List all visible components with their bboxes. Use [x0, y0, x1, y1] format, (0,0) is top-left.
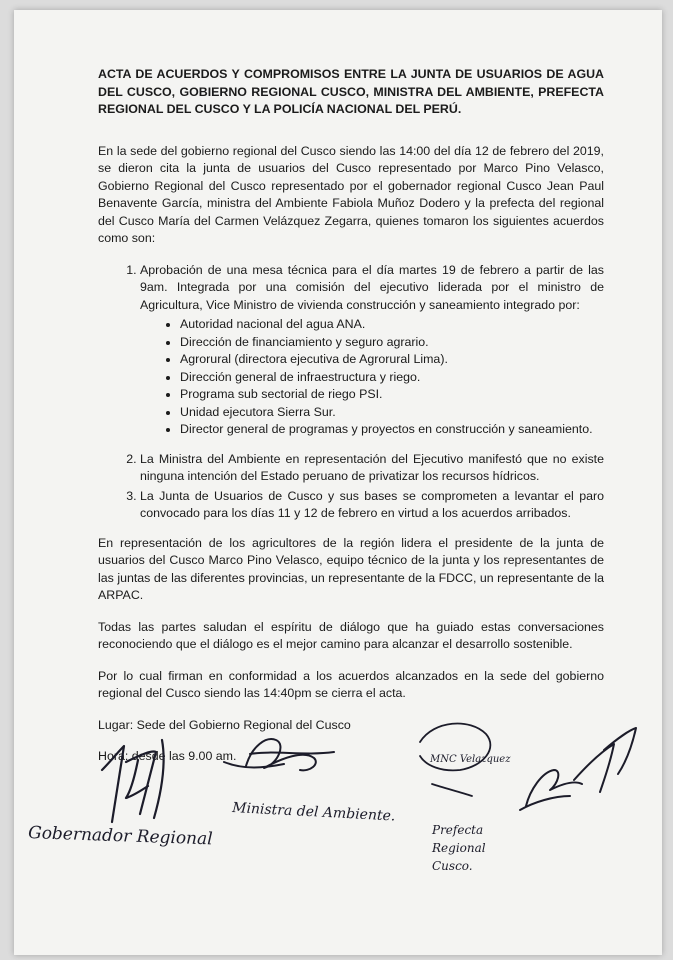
dialogue-paragraph: Todas las partes saludan el espíritu de diálogo que ha guiado estas conversaciones reconociendo que el diálogo es el mejor camino para alcanzar el desarrollo sostenible. — [98, 619, 604, 651]
member-item: • Autoridad nacional del agua ANA. — [180, 316, 604, 334]
prefect-caption-line: Cusco. — [432, 859, 473, 873]
agreement-item: 2. La Ministra del Ambiente en representación del Ejecutivo manifestó que no existe ninguna intención del Estado peruano de privatizar los recursos hídricos. — [140, 451, 604, 486]
closing-paragraph: Por lo cual firman en conformidad a los acuerdos alcanzados en la sede del gobierno regional del Cusco siendo las 14:40pm se cierra el acta. — [98, 668, 604, 700]
member-item: • Dirección de financiamiento y seguro agrario. — [180, 334, 604, 352]
prefect-caption-line: Prefecta — [432, 823, 484, 837]
signature-area — [14, 710, 662, 950]
document-page — [14, 10, 662, 955]
governor-signature — [102, 740, 164, 822]
member-item: • Director general de programas y proyectos en construcción y saneamiento. — [180, 421, 604, 439]
governor-caption: Gobernador Regional — [27, 823, 213, 850]
prefect-stamp-text: MNC Velazquez — [430, 754, 511, 765]
commission-members-list — [140, 316, 604, 439]
intro-paragraph: En la sede del gobierno regional del Cusco siendo las 14:00 del día 12 de febrero del 2019, se dieron cita la junta de usuarios del Cusco representado por Marco Pino Velasco, Gobierno Regional del Cusco representado por el gobernador regional Cusco Jean Paul Benavente García, ministra del Ambiente Fabiola Muñoz Dodero y la prefecta del regional del Cusco María del Carmen Velázquez Zegarra, quienes tomaron los siguientes acuerdos como son: — [98, 143, 604, 245]
document-title: ACTA DE ACUERDOS Y COMPROMISOS ENTRE LA JUNTA DE USUARIOS DE AGUA DEL CUSCO, GOBIERNO REGIONAL CUSCO, MINISTRA DEL AMBIENTE, PREFECTA REGIONAL DEL CUSCO Y LA POLICÍA NACIONAL DEL PERÚ. — [98, 67, 604, 116]
minister-signature — [224, 739, 334, 770]
agreements-list — [98, 262, 604, 523]
representation-paragraph: En representación de los agricultores de la región lidera el presidente de la junta de usuarios del Cusco Marco Pino Velasco, equipo técnico de la junta y los representantes de las juntas de las diferentes provincias, un representante de la FDCC, un representante de la ARPAC. — [98, 535, 604, 602]
place-line: Lugar: Sede del Gobierno Regional del Cusco — [98, 717, 351, 732]
member-item: • Agrorural (directora ejecutiva de Agrorural Lima). — [180, 351, 604, 369]
document-body — [98, 66, 604, 780]
prefect-caption-line: Regional — [432, 841, 486, 855]
member-item: • Unidad ejecutora Sierra Sur. — [180, 404, 604, 422]
member-item: • Programa sub sectorial de riego PSI. — [180, 386, 604, 404]
time-line: Hora: desde las 9.00 am. — [98, 749, 237, 763]
minister-caption: Ministra del Ambiente. — [231, 800, 396, 825]
agreement-text: Aprobación de una mesa técnica para el día martes 19 de febrero a partir de las 9am. Integrada por una comisión del ejecutivo liderada por el ministro de Agricultura, Vice Ministro de vivienda construcción y saneamiento integrado por: — [140, 262, 604, 312]
right-signature — [520, 728, 636, 810]
agreement-item — [140, 262, 604, 439]
member-item: • Dirección general de infraestructura y riego. — [180, 369, 604, 387]
agreement-item: 3. La Junta de Usuarios de Cusco y sus bases se comprometen a levantar el paro convocado para los días 11 y 12 de febrero en virtud a los acuerdos arribados. — [140, 488, 604, 523]
